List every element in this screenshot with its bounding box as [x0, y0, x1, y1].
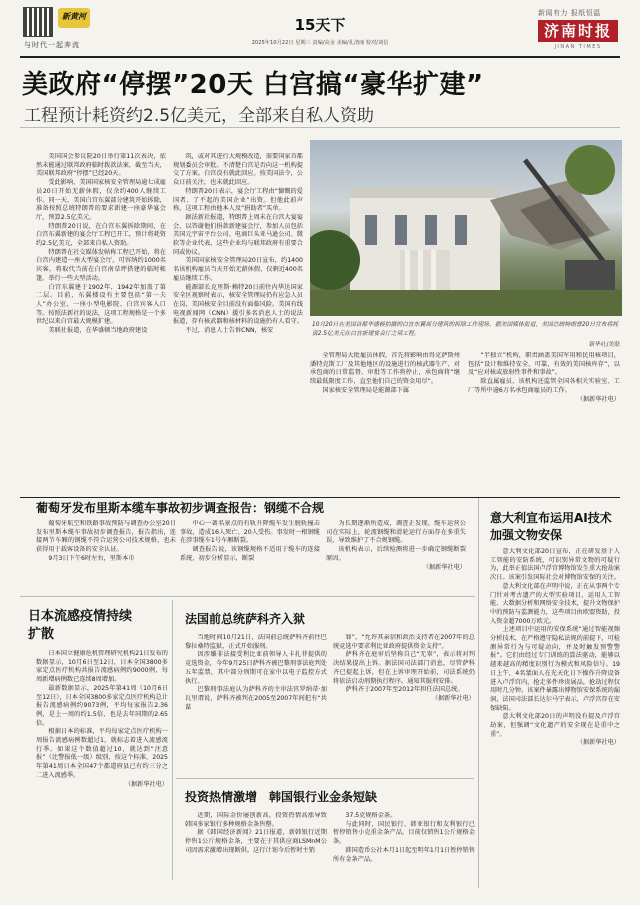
lead-col-2: 筑，或对其进行大规模改造，需要国家首都规划委员会审批。不清楚白宫是否向这一机构提交了方案。白宫没有就此回应。按美国法令，公众日前关注，也未就此回应。 特朗普20日表示，宴会厅工程由“慷慨的爱国者、了不起的美国企业”出资。但他此前声称，这项工程由他本人及“捐助者”买单。 据法新社报道，特朗普上周末在白宫大宴宴会，以答谢他们捐款新建宴会厅，参加人员包括美国元宇宙平台公司、电商巨头亚马逊公司、微软等企业代表，这些企业均与联邦政府有重要合同或协议。 美国国家核安全管理局20日宣布，约1400名该机构雇员当天开始无薪休假，仅剩近400名雇员继续工作。 能源部长克里斯·赖特20日前往内华达国家安全区视察时表示，核安全管理局仍有应急人员在岗，美国核安全目前没有面临风险。美国有线电视新闻网（CNN）援引多名消息人士的说法报道，存有核武器和核材料的设施仍有人看守。 不过，消息人士告诉CNN，核安 — [173, 153, 303, 335]
lead-col-3: 全管理局大批雇员休假，首先将影响由得克萨斯州潘特克斯工厂及其他地区的设施进行的核武器生产、对承包商的日常监督、审批等工作将停止，承包商将“继续最低限度工作，直至他们自己的资金用尽”。 国家核安全管理局是能源部下属 — [310, 352, 460, 394]
lead-photo — [310, 140, 622, 316]
france-col-1: 当地时间10月21日，法国前总统萨科齐前往巴黎拉桑特监狱，正式开始服刑。 因涉嫌非法接受利比亚前领导人卡扎菲提供的竞选资金，今年9月25日萨科齐被巴黎刑事法庭判处五年监禁，其中部分刑期可在家中以电子监控方式执行。 巴黎刑事法庭认为萨科齐的主审法官罗纳蒂·加瓦里谓说，萨科齐被判在2005至2007年间犯有“共谋 — [185, 634, 327, 711]
japan-headline: 日本流感疫情持续扩散 — [28, 609, 133, 642]
demolition-photo-illustration — [310, 140, 622, 316]
qr-code-icon — [24, 8, 52, 36]
portugal-col-1: 葡萄牙航空和铁路事故预防与调查办公室20日发布里斯本缆车事故初步调查报告，报告指出，连接两节车厢的钢缆不符合运营公司技术规格，也未获得用于载客设备的安全认证。 9月3日下午6时左右，里斯本市 — [36, 520, 176, 562]
lead-subheadline: 工程预计耗资约2.5亿美元，全部来自私人资助 — [24, 106, 375, 126]
italy-col: 意大利文化部20日宣布，正在研发基于人工智能的安防系统，可识别异常文物的可疑行为，此举正值法国卢浮宫博物馆发生重大抢劫案次日。该案引发国际社会对博物馆安保的关注。 意大利文化部在声明中说，正在从事两个专门针对考古遗产的大型实验项目，运用人工智能、大数据分析和网络安全技术，提升文物保护中的预防与监测能力，这些项目由欧盟资助，投入资金超7000万欧元。 上述项目中运用的安保系统“通过智能视频分析技术，在严格遵守隐私法规的前提下，可检测异常行为与可疑动向，并及时触发预警警报”。它们由经过专门训练的算法驱动，能够以越来越高的精度识别行为模式和风险信号。19日上午，4名蒙面人在光天化日下操作升降设备进入卢浮宫内，抢走多件珍贵展品，抢劫过程仅用时几分钟。该案件暴露出博物馆安保系统的漏洞，法国司法部长达尔马宁表示，卢浮宫存在安保缺陷。 意大利文化部20日的声明没有提及卢浮宫劫案，但强调“文化遗产的安全现在是重中之重”。 （据新华社电） — [490, 548, 620, 747]
paper-name: 济南时报 — [543, 22, 612, 40]
portugal-col-2: 中心一著名景点的有轨升降缆车发生脱轨撞击事故，造成16人死亡、20人受伤。事发时一根钢缆在涉事缆车1号车厢断裂。 调查报告说，该钢缆规格不适用于缆车的连接系统，初步分析显示，断裂 — [180, 520, 320, 562]
section-title: 15天下 — [294, 16, 346, 34]
lead-headline: 美政府“停摆”20天 白宫搞“豪华扩建” — [22, 70, 484, 100]
korea-headline: 投资热情激增 韩国银行业金条短缺 — [185, 790, 378, 804]
logo-text: 新黄河 — [62, 12, 86, 21]
tagline: 新闻有力 报纸恒温 — [538, 9, 601, 17]
italy-headline: 意大利宣布运用AI技术加强文物安保 — [490, 511, 612, 542]
korea-col-2: 37.5克规格金条。 与此同时，国民银行、韩亚银行和友利银行已暂停销售小克重金条产品，目前仅销售1公斤规格金条。 韩国造币公社本月1日起至明年1月1日暂停销售所有金条产品。 — [333, 812, 475, 863]
portugal-headline: 葡萄牙发布里斯本缆车事故初步调查报告：钢缆不合规 — [36, 501, 325, 515]
photo-credit: 新华社/美联 — [589, 342, 620, 348]
japan-col: 日本国立健康危机管理研究机构21日发布的数据显示，10月6日至12日，日本全国3800多家定点医疗机构共报告流感病例约9000例，每周新增病例数已连续8周增加。 最新数据显示，2025年第41周（10月6日至12日），日本全国3800多家定点医疗机构总计报告流感病例约9073例，平均每家报告2.36例，是上一周的约1.5倍，也是去年同期的2.65倍。 根据日本的标准，平均每家定点医疗机构一周报告流感病例数超过1，就标志着进入流感流行季。如果这个数值超过10，就达到“注意报”（比警报低一级）级别，按这个标准，2025年第41周日本全国47个都道府县已有约三分之二进入流感季。 （据新华社电） — [36, 650, 168, 788]
masthead-rule — [20, 56, 620, 58]
paper-pinyin: JINAN TIMES — [554, 44, 602, 50]
lead-col-4: “半独立”机构，职责涵盖美国军用和民用核项目，包括“设计和维持安全、可靠、有效的美国核库存”，以及“应对核或放射性事件和事故”。 除直属雇员，该机构还监管全国各相关实验室、工厂等所中逾6万名承包商雇员的工作。 （据新华社电） — [468, 352, 620, 403]
slogan: 与时代一起奔流 — [24, 41, 80, 49]
issue-meta: 2025年10月22日 星期三 责编/高金 美编/孔清丽 校对/刘信 — [251, 40, 389, 46]
france-headline: 法国前总统萨科齐入狱 — [185, 612, 306, 626]
korea-col-1: 近期，国际金价屡创新高，投资热情高涨导致韩国多家银行多种规格金条售罄。 据《韩国经济新闻》21日报道，新韩银行近期停售1公斤规格金条，主要在于其供应商LSMnM公司因需求激增出现断供。这行计划今后暂时主销 — [185, 812, 327, 854]
portugal-col-3: 为长期逐渐所造成，调查正发现，缆车运营公司在实际上，轮流钢缆和滑轮运行方面存在多重失误，导致维护了不合规钢缆。 该机构表示，后续检测将进一步确定钢缆断裂原因。 （据新华社电） — [326, 520, 466, 571]
paper-name-box — [538, 20, 618, 42]
photo-caption: 10月20日在美国首都华盛顿拍摄的白宫东翼部分建筑的拆除工作现场，据美国媒体报道，美国总统特朗普20日宣布将耗资2.5亿美元在白宫新建宴会厅之项工程。 — [312, 322, 619, 337]
lead-col-1: 美国国会参议院20日举行第11次表决，依然未能通过联邦政府临时拨款法案，截至当天，美国联邦政府“停摆”已经20天。 受此影响，美国国家核安全管理局逾七成雇员20日开始无薪休假，仅余约400人继续工作。同一天，美国白宫东翼部分建筑开始拆除，准备按照总统特朗普的要求新建一座豪华宴会厅，预算2.5亿美元。 特朗普20日说，在白宫东翼拆除期间，在白宫东翼新建的宴会厅工程已开工，预计将耗资约2.5亿美元，全部来自私人资助。 特朗普在社交媒体发帖称工程已开始，将在白宫内建造一座大型宴会厅，可容纳约1000名宾客，将取代当前在白宫南草坪搭建的临时帐篷，举行一些大型活动。 白宫东翼建于1902年，1942年加盖了第二层。目前，东翼楼设有主要包括“第一夫人”办公室、一座小型电影院、白宫宾客入口等。按照法新社的说法，这项工程规格是一个多世纪以来白宫最大规模扩建。 美联社报道，在华盛顿当地政府建设 — [36, 153, 166, 335]
france-col-2: 罪”，“允许其亲信和政治支持者在2007年的总统竞选中要求利比亚政府提供资金支持”。 萨科齐在庭审后坚称自己“无辜”，表示将对判决结果提出上诉。据法国司法部门消息，尽管萨科齐已提起上诉，但在上诉审理开始前，司法系统仍将依法启动刑期执行程序。通知其服刑安排。 萨科齐于2007年至2012年担任法国总统。 （据新华社电） — [333, 634, 475, 702]
